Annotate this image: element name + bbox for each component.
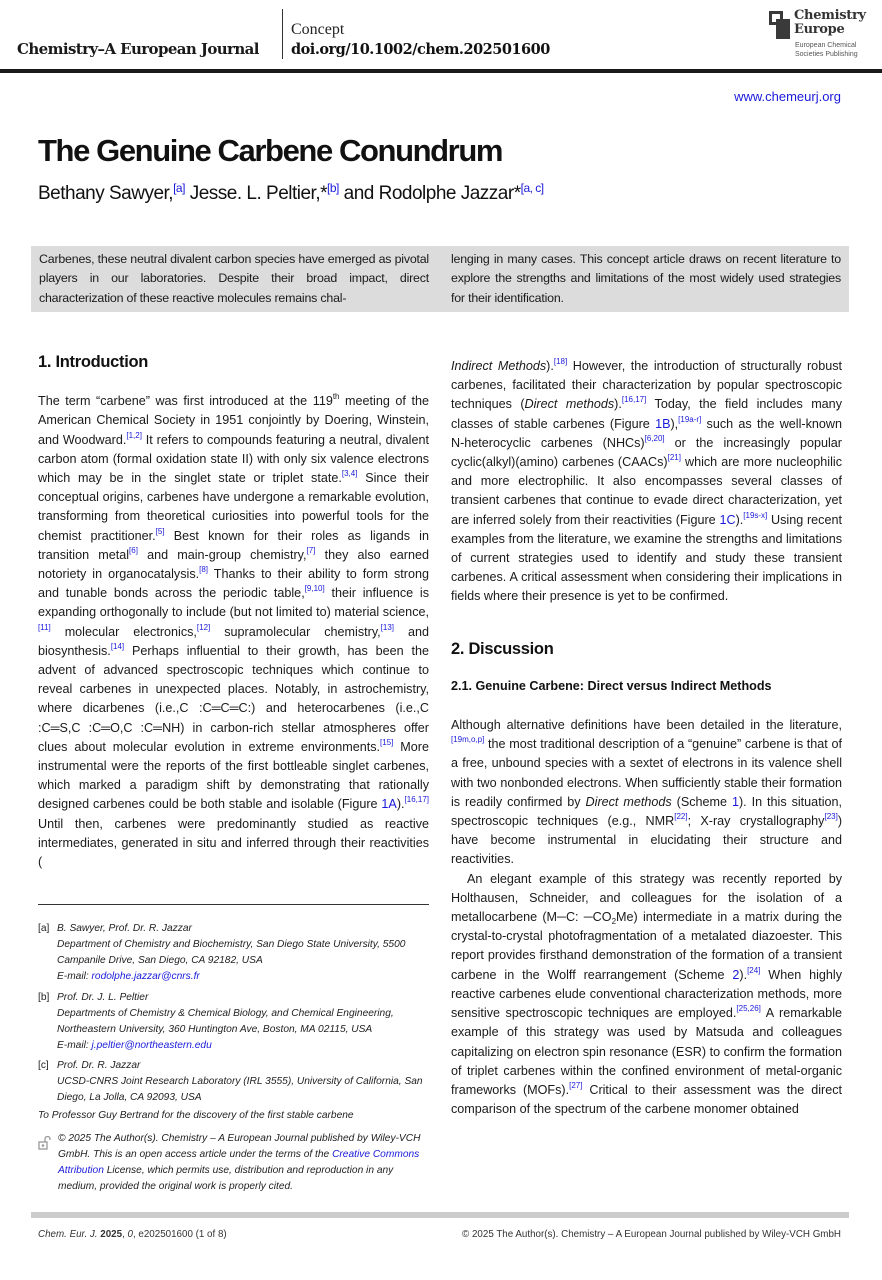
scheme-1-link[interactable]: 1 <box>731 794 739 809</box>
discussion-paragraph-1: Although alternative definitions have been detailed in the literature,[19m,o,p] the most traditional description of a “genuine” carbene is that of a free, unbound species with a sextet of electrons in its valence shell with two nonbonded electrons. When sufficiently stable their formation is readily confirmed by Direct methods (Scheme 1). In this situation, spectroscopic techniques (e.g., NMR[22]; X-ray crystallography[23]) have become instrumental in elucidating their structure and reactivities. <box>451 718 843 867</box>
logo-sub2: Societies Publishing <box>795 51 858 58</box>
footer-copyright: © 2025 The Author(s). Chemistry – A European Journal published by Wiley-VCH GmbH <box>462 1229 841 1240</box>
citation-link[interactable]: [1,2] <box>126 430 142 440</box>
citation-link[interactable]: [19a-r] <box>678 414 702 424</box>
citation-link[interactable]: [22] <box>674 812 688 822</box>
figure-1a-link[interactable]: 1A <box>381 797 397 812</box>
affiliation-ref[interactable]: [a] <box>173 181 185 195</box>
affiliation-tag: [b] <box>38 992 50 1003</box>
citation-link[interactable]: [21] <box>667 453 681 463</box>
abstract-box <box>31 246 849 312</box>
intro-paragraph: The term “carbene” was first introduced at the 119th meeting of the American Chemical Society in 1951 conjointly by Doering, Winstein, and Woodward.[1,2] It refers to compounds featuring a neutral, divalent carbon atom (formal oxidation state II) with only six valence electrons which may be in the singlet state or triplet state.[3,4] Since their conceptual origins, carbenes have undergone a remarkable evolution, transforming from theoretical curiosities into powerful tools for the chemist practitioner.[5] Best known for their roles as ligands in transition metal[6] and main-group chemistry,[7] they also earned notoriety in organocatalysis.[8] Thanks to their ability to form strong and tunable bonds across the periodic table,[9,10] their influence is expanding orthogonally to include (but not limited to) material science,[11] molecular electronics,[12] supramolecular chemistry,[13] and biosynthesis.[14] Perhaps influential to their growth, has been the advent of advanced spectroscopic techniques which continue to reveal carbenes in unexpected places. Notably, in astrochemistry, where dicarbenes (i.e.,C :C═C═C:) and heterocarbenes (i.e.,C :C═S,C :C═O,C :C═NH) in carbon-rich stellar atmospheres offer clues about molecular evolution in extreme environments.[15] More instrumental were the reports of the first bottleable singlet carbenes, which marked a paradigm shift by demonstrating that rationally designed carbenes could be both stable and isolable (Figure 1A).[16,17] Until then, carbenes were predominantly studied as reactive intermediates, generated in situ and inferred through their reactivities ( <box>38 392 429 870</box>
publisher-logo <box>768 10 878 60</box>
journal-url-link[interactable]: www.chemeurj.org <box>734 89 841 104</box>
right-column <box>451 357 842 1119</box>
license-note: © 2025 The Author(s). Chemistry – A European Journal published by Wiley-VCH GmbH. This is an open access article under the terms of the Creative Commons Attribution License, which permits use, distribution and reproduction in any medium, provided the original work is properly cited. <box>38 1131 433 1195</box>
citation-link[interactable]: [25,26] <box>736 1004 761 1014</box>
affiliation-b: [b] Prof. Dr. J. L. Peltier Departments of Chemistry & Chemical Biology, and Chemical Engineering, Northeastern University, 360 Huntington Ave, Boston, MA 02115, USA E-mail: j.peltier@northeastern.edu <box>38 992 394 1051</box>
citation-link[interactable]: [13] <box>380 622 395 632</box>
citation-link[interactable]: [3,4] <box>341 469 358 479</box>
author-name: Bethany Sawyer, <box>38 183 174 204</box>
logo-line2: Europe <box>794 22 845 37</box>
affiliation-a: [a] B. Sawyer, Prof. Dr. R. Jazzar Department of Chemistry and Biochemistry, San Diego State University, 5500 Campanile Drive, San Diego, CA 92182, USA E-mail: rodolphe.jazzar@cnrs.fr <box>38 923 406 982</box>
citation-link[interactable]: [5] <box>155 526 165 536</box>
citation-link[interactable]: [19m,o,p] <box>451 735 485 745</box>
affiliation-tag: [a] <box>38 923 50 934</box>
footer-bar <box>31 1212 849 1218</box>
citation-link[interactable]: [6,20] <box>644 433 665 443</box>
citation-link[interactable]: [24] <box>747 965 761 975</box>
abstract-right: lenging in many cases. This concept article draws on recent literature to explore the strengths and limitations of the most widely used strategies for their identification. <box>451 252 841 305</box>
cc-license-link[interactable]: Creative Commons Attribution <box>58 1149 420 1176</box>
citation-link[interactable]: [19s-x] <box>743 510 768 520</box>
header-rule <box>0 69 882 73</box>
logo-line1: Chemistry <box>794 8 866 23</box>
abstract-left: Carbenes, these neutral divalent carbon species have emerged as pivotal players in our laboratories. Despite their broad impact, direct characterization of these reactive molecules remains chal- <box>39 252 429 305</box>
chemistry-europe-logo-icon <box>769 11 791 39</box>
affiliation-c: [c] Prof. Dr. R. Jazzar UCSD-CNRS Joint Research Laboratory (IRL 3555), University of California, San Diego, La Jolla, CA 92093, USA <box>38 1060 423 1103</box>
open-access-lock-icon <box>38 1136 52 1150</box>
section-heading-discussion: 2. Discussion <box>451 639 554 658</box>
email-link[interactable]: rodolphe.jazzar@cnrs.fr <box>91 971 200 982</box>
dedication: To Professor Guy Bertrand for the discovery of the first stable carbene <box>38 1110 354 1121</box>
author-name: and Rodolphe Jazzar* <box>338 183 521 204</box>
citation-link[interactable]: [16,17] <box>621 395 647 405</box>
logo-sub1: European Chemical <box>795 42 857 49</box>
citation-link[interactable]: [8] <box>199 565 209 575</box>
citation-link[interactable]: [6] <box>129 545 138 555</box>
email-link[interactable]: j.peltier@northeastern.edu <box>91 1040 212 1051</box>
footnote-rule <box>38 904 429 905</box>
citation-link[interactable]: [12] <box>196 622 211 632</box>
article-type: Concept <box>291 21 345 38</box>
affiliation-tag: [c] <box>38 1060 49 1071</box>
citation-link[interactable]: [14] <box>110 641 125 651</box>
header-divider <box>282 9 283 59</box>
affiliation-ref[interactable]: [a, c] <box>520 181 544 195</box>
citation-link[interactable]: [18] <box>553 357 568 366</box>
citation-link[interactable]: [7] <box>306 545 316 555</box>
figure-1b-link[interactable]: 1B <box>655 416 671 431</box>
author-list <box>38 183 544 205</box>
citation-line: Chem. Eur. J. 2025, 0, e202501600 (1 of 8) <box>38 1229 227 1240</box>
subsection-heading: 2.1. Genuine Carbene: Direct versus Indirect Methods <box>451 678 772 693</box>
citation-link[interactable]: [16,17] <box>404 795 429 805</box>
citation-link[interactable]: [11] <box>38 622 51 632</box>
discussion-paragraph-2: An elegant example of this strategy was recently reported by Holthausen, Schneider, and colleagues for the isolation of a metallocarbene (M─C: $─CO_2Me$) intermediate in a matrix during the crystal-to-crystal photofragmentation of a metalated diazoester. This report provides firsthand demonstration of the formation of a transient carbene in the Wolff rearrangement (Scheme 2).[24] When highly reactive carbenes elude conventional characterization methods, more sensitive spectroscopic techniques are employed.[25,26] A remarkable example of this strategy was used by Matsuda and colleagues capitalizing on electron spin resonance (ESR) to confirm the formation of triplet carbenes within the confined environment of metal-organic frameworks (MOFs).[27] Critical to their assessment was the direct comparison of the spectrum of the carbene monomer obtained <box>451 871 842 1117</box>
section-heading-introduction: 1. Introduction <box>38 353 149 371</box>
author-name: Jesse. L. Peltier,* <box>184 183 328 204</box>
figure-1c-link[interactable]: 1C <box>719 512 736 527</box>
citation-link[interactable]: [15] <box>380 737 394 747</box>
article-title: The Genuine Carbene Conundrum <box>38 133 503 168</box>
citation-link[interactable]: [9,10] <box>304 584 325 594</box>
affiliation-ref[interactable]: [b] <box>327 181 339 195</box>
left-column <box>38 353 429 872</box>
intro-paragraph-continued: Indirect Methods).[18] However, the introduction of structurally robust carbenes, facilitated their characterization by popular spectroscopic techniques (Direct methods).[16,17] Today, the field includes many classes of stable carbenes (Figure 1B),[19a-r] such as the well-known N-heterocyclic carbenes (NHCs)[6,20] or the increasingly popular cyclic(alkyl)(amino) carbenes (CAACs)[21] which are more nucleophilic and more electrophilic. It also encompasses several classes of transient carbenes that continue to evade direct characterization, yet are inferred solely from their reactivities (Figure 1C).[19s-x] Using recent examples from the literature, we examine the strengths and limitations of current strategies used to identify and study these transient carbenes. A critical assessment when considering their implications in fields where their presence is yet to be confirmed. <box>451 357 843 604</box>
doi-link[interactable]: doi.org/10.1002/chem.202501600 <box>291 41 550 58</box>
journal-name: Chemistry–A European Journal <box>17 40 259 58</box>
citation-link[interactable]: [23] <box>824 812 838 822</box>
citation-link[interactable]: [27] <box>569 1080 583 1090</box>
scheme-2-link[interactable]: 2 <box>732 967 740 982</box>
